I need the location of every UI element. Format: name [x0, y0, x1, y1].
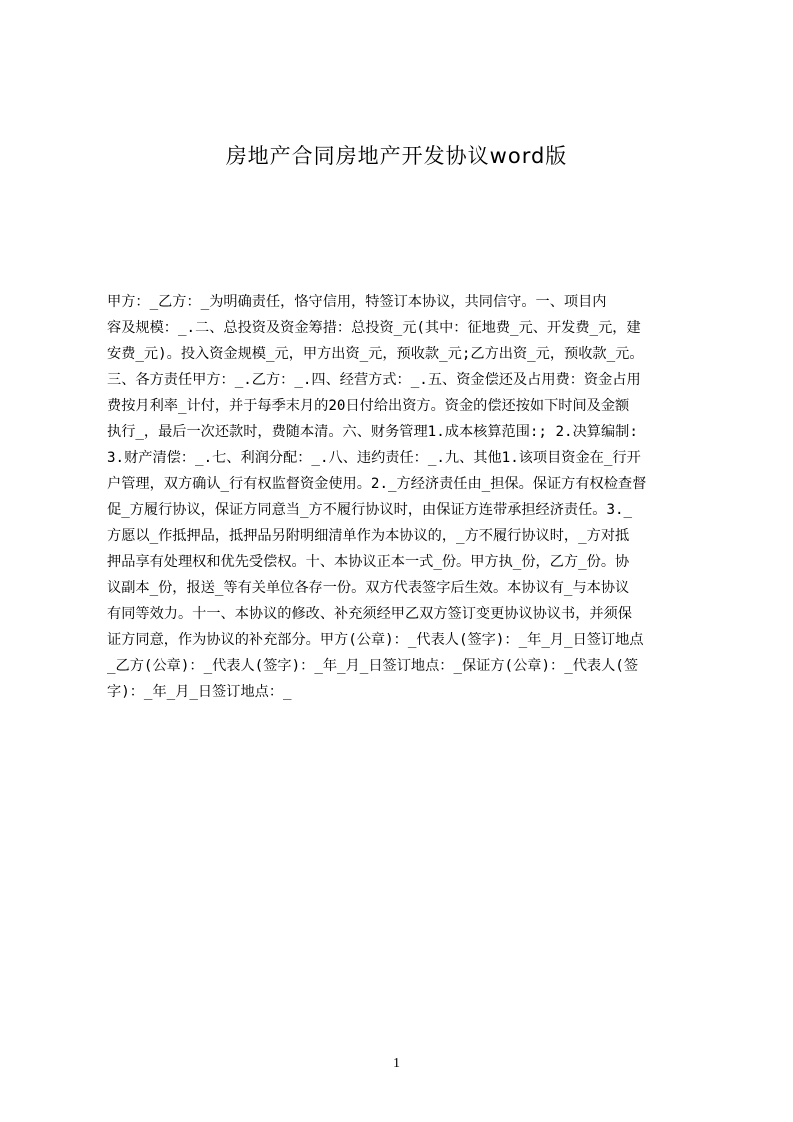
body-line: _乙方(公章)：_代表人(签字)：_年_月_日签订地点：_保证方(公章)：_代表人(签	[107, 658, 639, 674]
body-line: 容及规模：_.二、总投资及资金筹措：总投资_元(其中：征地费_元、开发费_元，建	[107, 320, 641, 336]
document-body	[107, 289, 699, 719]
body-line: 执行_，最后一次还款时，费随本清。六、财务管理1.成本核算范围:; 2.决算编制:	[107, 424, 638, 440]
page-number: 1	[393, 1056, 400, 1071]
body-line: 促_方履行协议，保证方同意当_方不履行协议时，由保证方连带承担经济责任。3._	[107, 502, 633, 518]
document-title: 房地产合同房地产开发协议word版	[225, 144, 568, 168]
body-line: 字)：_年_月_日签订地点：_	[107, 684, 292, 700]
body-line: 户管理，双方确认_行有权监督资金使用。2._方经济责任由_担保。保证方有权检查督	[107, 476, 647, 492]
body-line: 安费_元)。投入资金规模_元，甲方出资_元，预收款_元;乙方出资_元，预收款_元。	[107, 346, 644, 362]
body-line: 方愿以_作抵押品，抵押品另附明细清单作为本协议的，_方不履行协议时，_方对抵	[107, 528, 630, 544]
body-line: 押品享有处理权和优先受偿权。十、本协议正本一式_份。甲方执_份，乙方_份。协	[107, 554, 630, 570]
body-line: 有同等效力。十一、本协议的修改、补充须经甲乙双方签订变更协议协议书，并须保	[107, 606, 632, 622]
body-line: 费按月利率_计付，并于每季末月的20日付给出资方。资金的偿还按如下时间及金额	[107, 398, 630, 414]
body-line: 3.财产清偿：_.七、利润分配：_.八、违约责任：_.九、其他1.该项目资金在_行开	[107, 450, 641, 466]
body-line: 议副本_份，报送_等有关单位各存一份。双方代表签字后生效。本协议有_与本协议	[107, 580, 630, 596]
body-line: 证方同意，作为协议的补充部分。甲方(公章)：_代表人(签字)：_年_月_日签订地点	[107, 632, 644, 648]
body-line: 三、各方责任甲方：_.乙方：_.四、经营方式：_.五、资金偿还及占用费：资金占用	[107, 372, 641, 388]
body-line: 甲方：_乙方：_为明确责任，恪守信用，特签订本协议，共同信守。一、项目内	[107, 294, 607, 310]
